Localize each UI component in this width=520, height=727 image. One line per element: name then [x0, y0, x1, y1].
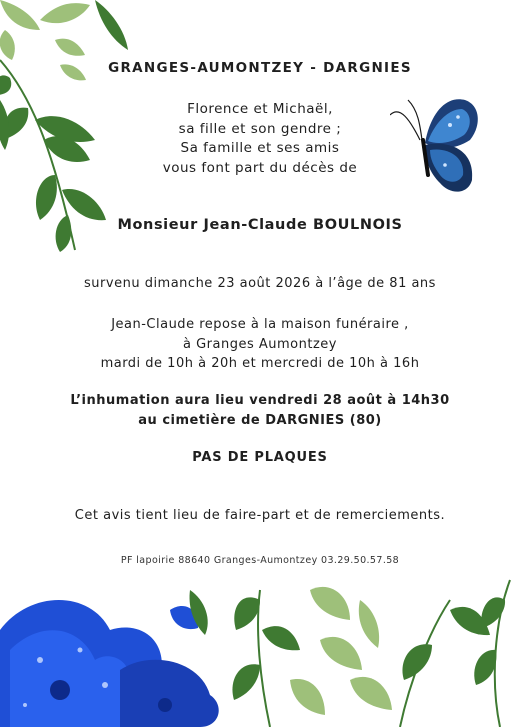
funeral-home-info: PF lapoirie 88640 Granges-Aumontzey 03.29.50.57.58 — [120, 555, 400, 566]
viewing-info — [0, 315, 520, 374]
viewing-line: Jean-Claude repose à la maison funéraire , — [111, 317, 409, 332]
family-line: vous font part du décès de — [162, 159, 358, 176]
burial-info — [0, 391, 520, 431]
family-line: sa fille et son gendre ; — [178, 120, 342, 137]
burial-line: L’inhumation aura lieu vendredi 28 août à 14h30 — [70, 393, 450, 408]
death-info: survenu dimanche 23 août 2026 à l’âge de 81 ans — [84, 276, 436, 291]
viewing-line: à Granges Aumontzey — [183, 336, 337, 352]
family-line: Sa famille et ses amis — [180, 140, 340, 156]
burial-line: au cimetière de DARGNIES (80) — [138, 413, 382, 428]
blue-flowers-decoration — [0, 590, 230, 727]
family-line: Florence et Michaël, — [187, 101, 333, 117]
no-plaques-notice: PAS DE PLAQUES — [192, 450, 328, 465]
acknowledgement-notice: Cet avis tient lieu de faire-part et de remerciements. — [74, 508, 446, 523]
viewing-line: mardi de 10h à 20h et mercredi de 10h à 16h — [100, 356, 420, 371]
deceased-name: Monsieur Jean-Claude BOULNOIS — [117, 217, 403, 233]
leaves-bottom-right-decoration — [200, 570, 520, 727]
location-heading: GRANGES-AUMONTZEY - DARGNIES — [108, 60, 412, 76]
family-announcement — [0, 100, 520, 178]
